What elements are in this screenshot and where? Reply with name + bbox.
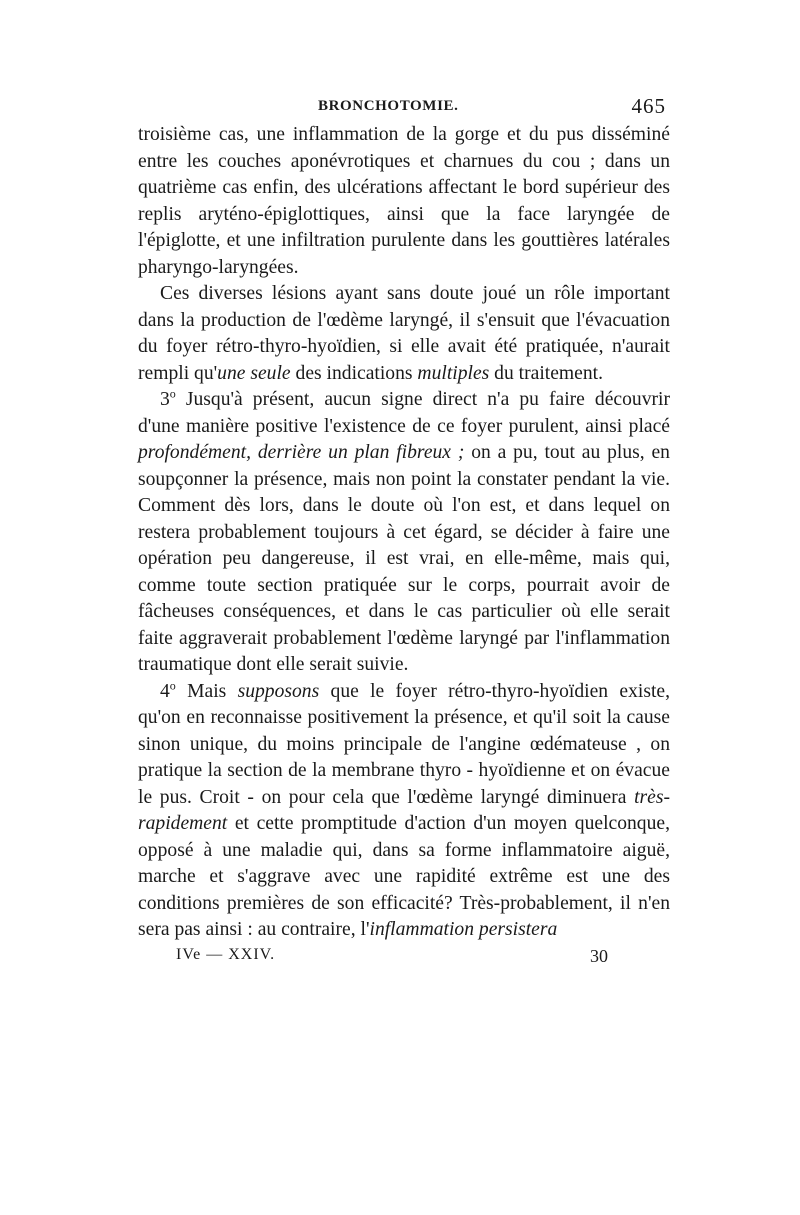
text-run: des indications	[290, 362, 418, 384]
text-run: et cette promptitude d'action d'un moyen quelconque, opposé à une maladie qui, dans sa forme inflammatoire aiguë, marche et s'aggrave avec une rapidité extrême est une des conditions premières de son efficacité? Très-probablement, il n'en sera pas ainsi : au contraire, l'	[138, 813, 670, 940]
page-number: 465	[631, 94, 666, 118]
text-run: 3	[160, 389, 170, 410]
paragraph	[138, 122, 670, 281]
italic-emphasis: profondément, derrière un plan fibreux ;	[138, 442, 465, 463]
text-run: 4	[160, 680, 170, 702]
ordinal-superscript: o	[169, 677, 176, 692]
running-header	[138, 94, 670, 122]
text-run: Ces diverses lésions ayant sans doute joué un rôle important dans la production de l'œdème laryngé, il s'ensuit que l'évacuation du foyer rétro-thyro-hyoïdien, si elle avait été pratiquée, n'aurait rempli qu'	[138, 283, 670, 384]
text-run: on a pu, tout au plus, en soupçonner la présence, mais non point la constater pendant la vie. Comment dès lors, dans le doute où l'on est, et dans lequel on restera probablement toujours à cet égard, se décider à faire une opération peu dangereuse, il est vrai, en elle-même, mais qui, comme toute section pratiquée sur le corps, pourrait avoir de fâcheuses conséquences, et dans le cas particulier où elle serait faite aggraverait probablement l'œdème laryngé par l'inflammation traumatique dont elle serait suivie.	[138, 442, 670, 675]
text-run: que le foyer rétro-thyro-hyoïdien existe, qu'on en reconnaisse positivement la présence, et qu'il soit la cause sinon unique, du moins principale de l'angine œdémateuse , on pratique la section de la membrane thyro - hyoïdienne et on évacue le pus. Croit - on pour cela que l'œdème laryngé diminuera	[138, 680, 670, 808]
text-run: Jusqu'à présent, aucun signe direct n'a pu faire découvrir d'une manière positive l'existence de ce foyer purulent, ainsi placé	[138, 389, 670, 437]
text-run: troisième cas, une inflammation de la gorge et du pus disséminé entre les couches aponévrotiques et charnues du cou ; dans un quatrième cas enfin, des ulcérations affectant le bord supérieur des replis aryténo-épiglottiques, ainsi que la face laryngée de l'épiglotte, et une infiltration purulente dans les gouttières latérales pharyngo-laryngées.	[138, 124, 670, 278]
italic-emphasis: une seule	[217, 362, 291, 384]
book-page	[138, 94, 670, 972]
paragraph	[138, 387, 670, 679]
running-title: BRONCHOTOMIE.	[318, 98, 459, 114]
sheet-number: 30	[590, 945, 608, 966]
italic-emphasis: multiples	[417, 362, 490, 384]
italic-emphasis: inflammation persistera	[369, 919, 558, 940]
ordinal-superscript: o	[169, 386, 176, 401]
signature-mark: IVe — XXIV.	[176, 945, 276, 963]
paragraph	[138, 281, 670, 387]
text-run: Mais	[175, 680, 238, 702]
italic-emphasis: très-rapidement	[138, 786, 670, 834]
page-footer	[138, 946, 670, 972]
paragraph	[138, 679, 670, 944]
italic-emphasis: supposons	[237, 680, 320, 702]
body-text	[138, 122, 670, 944]
text-run: du traitement.	[489, 362, 603, 384]
